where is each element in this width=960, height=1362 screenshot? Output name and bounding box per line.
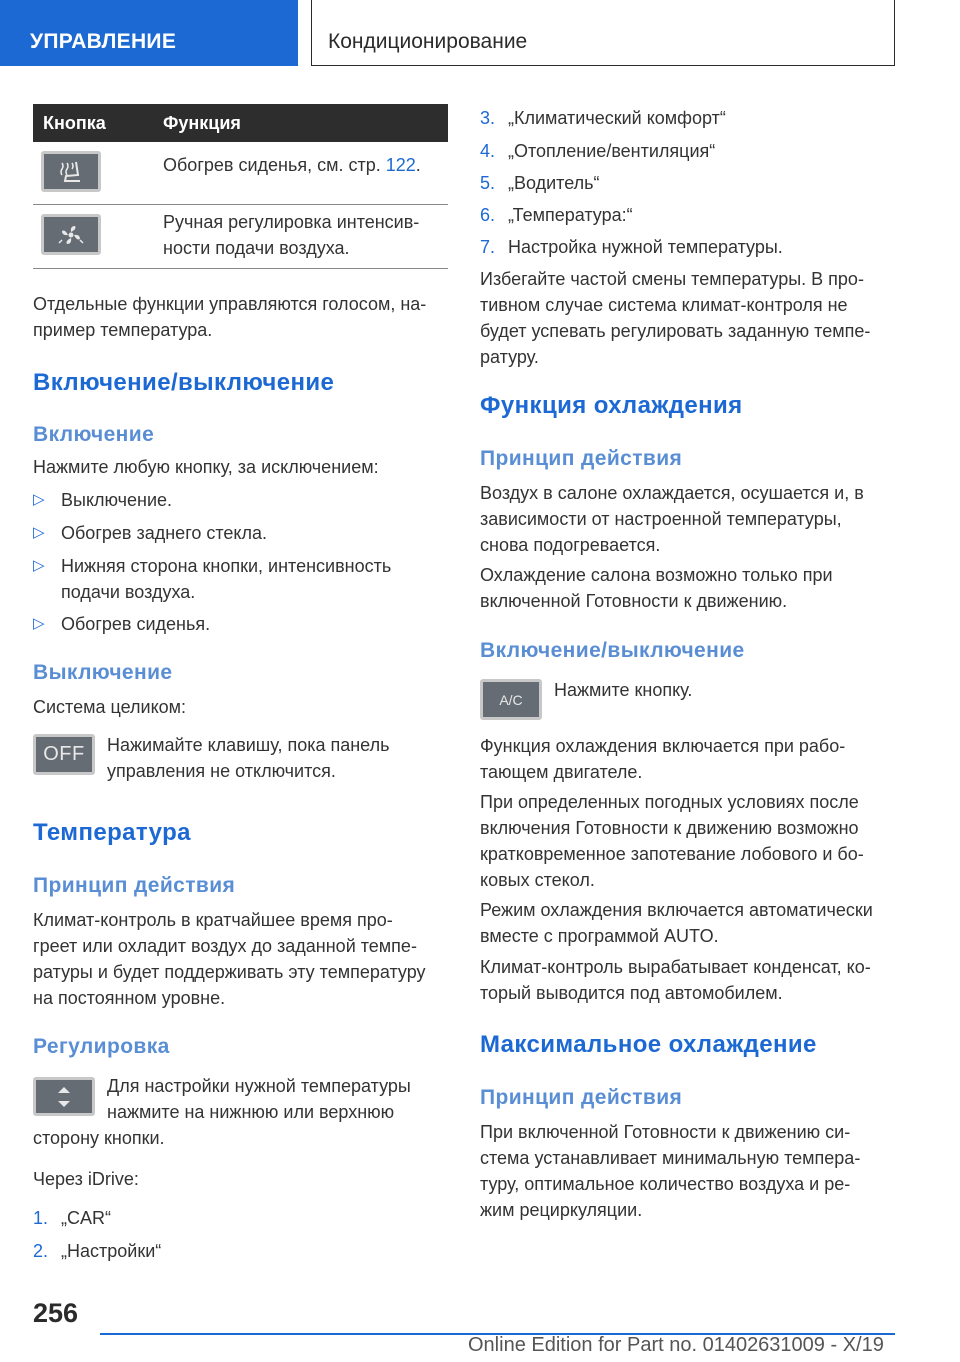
heading-off: Выключение bbox=[33, 661, 173, 684]
ac-button-icon: A/C bbox=[480, 679, 542, 720]
max-paragraph: При включенной Готовности к движению си- стема устанавливает минимальную темпера- туру, оптимальное количество воздуха и ре- жим рециркуляции. bbox=[480, 1122, 861, 1220]
on-text: Нажмите любую кнопку, за исключением: bbox=[33, 457, 379, 477]
heading-principle: Принцип действия bbox=[480, 1086, 683, 1109]
heading-principle: Принцип действия bbox=[33, 874, 236, 897]
chapter-tab[interactable]: Кондиционирование bbox=[311, 0, 895, 66]
avoid-paragraph: Избегайте частой смены температуры. В про- тивном случае система климат-контроля не будет успевать регулировать заданную темпе- ратуру. bbox=[480, 269, 871, 367]
page-number: 256 bbox=[33, 1298, 79, 1328]
principle-text: Климат-контроль в кратчайшее время про- греет или охладит воздух до заданной темпе- ратуры и будет поддерживать эту температуру на постоянном уровне. bbox=[33, 910, 426, 1008]
cooling-paragraph: Охлаждение салона возможно только при включенной Готовности к движению. bbox=[480, 565, 833, 611]
heading-onoff-ac: Включение/выключение bbox=[480, 639, 745, 662]
table-row bbox=[33, 142, 448, 205]
temperature-rocker-icon bbox=[33, 1077, 95, 1116]
heading-cooling: Функция охлаждения bbox=[480, 392, 743, 419]
ac-paragraph: Функция охлаждения включается при рабо- тающем двигателе. bbox=[480, 736, 846, 782]
page-link[interactable]: 122 bbox=[385, 155, 416, 175]
seat-heating-icon bbox=[41, 151, 101, 192]
column-header-function: Функция bbox=[163, 113, 241, 133]
heading-onoff: Включение/выключение bbox=[33, 369, 335, 396]
ac-text: Нажмите кнопку. bbox=[554, 680, 693, 700]
heading-on: Включение bbox=[33, 423, 155, 446]
header-bar bbox=[0, 0, 960, 66]
fan-text: Ручная регулировка интенсив- ности подачи воздуха. bbox=[163, 212, 420, 258]
ac-paragraph: Режим охлаждения включается автоматически вместе с программой AUTO. bbox=[480, 900, 873, 946]
section-tab[interactable]: УПРАВЛЕНИЕ bbox=[0, 0, 298, 66]
adjust-text: Для настройки нужной температуры нажмите на нижнюю или верхнюю bbox=[107, 1076, 411, 1122]
intro-paragraph: Отдельные функции управляются голосом, на- пример температура. bbox=[33, 294, 427, 340]
cooling-paragraph: Воздух в салоне охлаждается, осушается и, в зависимости от настроенной температуры, снова подогревается. bbox=[480, 483, 864, 555]
adjust-text-end: сторону кнопки. bbox=[33, 1128, 165, 1148]
table-row bbox=[33, 205, 448, 269]
ac-paragraph: При определенных погодных условиях после включения Готовности к движению возможно кратковременное запотевание лобового и бо- ковых стекол. bbox=[480, 792, 864, 890]
heading-max-cooling: Максимальное охлаждение bbox=[480, 1031, 817, 1058]
fan-icon bbox=[41, 214, 101, 255]
idrive-label: Через iDrive: bbox=[33, 1169, 139, 1189]
heading-temperature: Температура bbox=[33, 819, 191, 846]
heading-principle: Принцип действия bbox=[480, 447, 683, 470]
off-description: Нажимайте клавишу, пока панель управления не отключится. bbox=[107, 735, 390, 781]
off-text: Система целиком: bbox=[33, 697, 187, 717]
column-header-button: Кнопка bbox=[43, 113, 106, 133]
off-button-icon: OFF bbox=[33, 734, 95, 775]
edition-text: Online Edition for Part no. 01402631009 - X/19 bbox=[468, 1334, 884, 1356]
seat-heating-text: Обогрев сиденья, см. стр. 122. bbox=[163, 155, 421, 175]
table-header bbox=[33, 104, 448, 142]
button-function-table bbox=[33, 104, 448, 269]
heading-adjust: Регулировка bbox=[33, 1035, 170, 1058]
ac-paragraph: Климат-контроль вырабатывает конденсат, ко- торый выводится под автомобилем. bbox=[480, 957, 871, 1003]
